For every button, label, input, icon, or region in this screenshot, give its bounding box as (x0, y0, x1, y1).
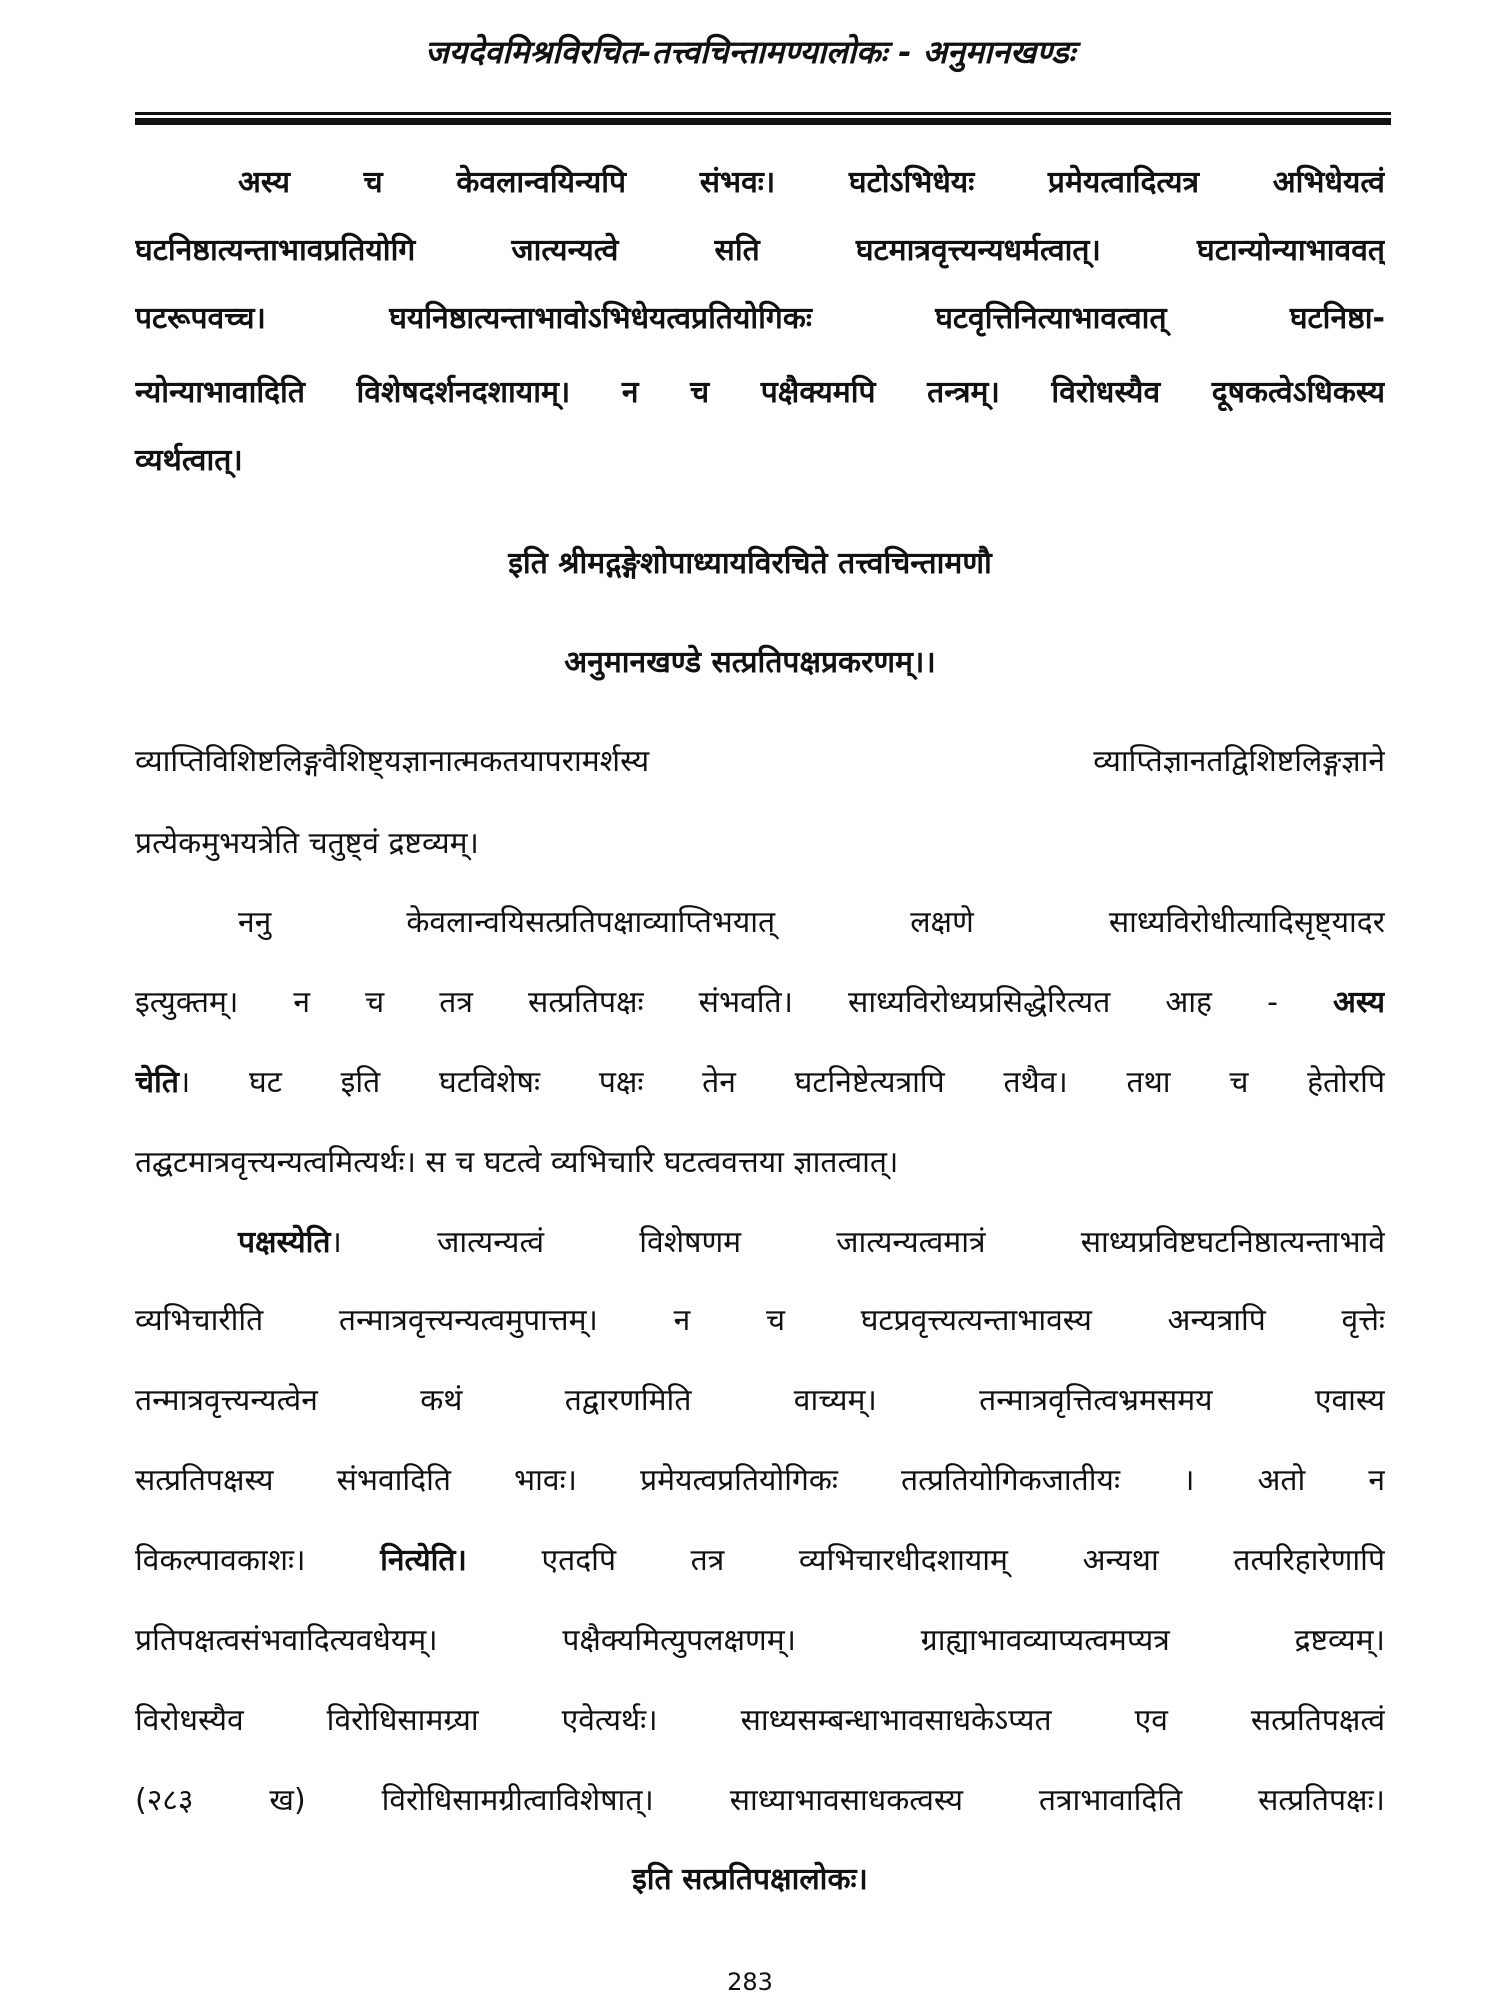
bold-text-segment: इति सत्प्रतिपक्षालोकः। (632, 1862, 868, 1897)
text-segment: विकल्पावकाशः। (135, 1543, 381, 1578)
text-segment: । घट इति घटविशेषः पक्षः तेन घटनिष्टेत्यत्रापि तथैव। तथा च हेतोरपि (178, 1065, 1385, 1100)
text-line (135, 158, 1385, 208)
running-header: जयदेवमिश्रविरचित-तत्त्वचिन्तामण्यालोकः - अनुमानखण्डः (425, 33, 1075, 71)
text-segment: प्रत्येकमुभयत्रेति चतुष्ट्वं द्रष्टव्यम्। (135, 826, 479, 861)
text-line (135, 1138, 1385, 1188)
text-segment: । जात्यन्यत्वं विशेषणम जात्यन्यत्वमात्रं साध्यप्रविष्टघटनिष्ठात्यन्ताभावे (330, 1225, 1385, 1260)
page-number: 283 (727, 1968, 773, 1996)
text-line (135, 978, 1385, 1028)
bold-text-segment: पक्षस्येति (238, 1225, 331, 1260)
text-line (135, 1696, 1385, 1746)
colophon-line (0, 1855, 1500, 1905)
text-line (135, 1616, 1385, 1666)
text-line (135, 1296, 1385, 1346)
text-segment: सत्प्रतिपक्षस्य संभवादिति भावः। प्रमेयत्वप्रतियोगिकः तत्प्रतियोगिकजातीयः । अतो न (135, 1463, 1385, 1498)
text-segment: एतदपि तत्र व्यभिचारधीदशायाम् अन्यथा तत्परिहारेणापि (466, 1543, 1385, 1578)
header-rule-thin (135, 112, 1391, 115)
text-segment: विरोधस्यैव विरोधिसामग्र्या एवेत्यर्थः। साध्यसम्बन्धाभावसाधकेऽप्यत एव सत्प्रतिपक्षत्वं (135, 1703, 1385, 1738)
text-line (135, 368, 1385, 418)
bold-text-segment: घटनिष्ठात्यन्ताभावप्रतियोगि जात्यन्यत्वे सति घटमात्रवृत्त्यन्यधर्मत्वात्। घटान्योन्याभाववत् (135, 233, 1385, 268)
text-line (135, 819, 1385, 869)
colophon-line (0, 638, 1500, 688)
bold-text-segment: चेति (135, 1065, 179, 1100)
bold-text-segment: नित्येति। (380, 1543, 467, 1578)
text-line (135, 1376, 1385, 1426)
bold-text-segment: न्योन्याभावादिति विशेषदर्शनदशायाम्। न च पक्षैक्यमपि तन्त्रम्। विरोधस्यैव दूषकत्वेऽधिकस्य (135, 375, 1385, 410)
bold-text-segment: इति श्रीमद्गङ्गेशोपाध्यायविरचिते तत्त्वचिन्तामणौ (508, 546, 992, 581)
header-rule-thick (135, 118, 1391, 125)
text-line (135, 1058, 1385, 1108)
bold-text-segment: अस्य (1333, 985, 1385, 1020)
text-line (135, 1776, 1385, 1826)
text-segment: इत्युक्तम्। न च तत्र सत्प्रतिपक्षः संभवति। साध्यविरोध्यप्रसिद्धेरित्यत आह - (135, 985, 1333, 1020)
text-segment: ननु केवलान्वयिसत्प्रतिपक्षाव्याप्तिभयात् लक्षणे साध्यविरोधीत्यादिसृष्ट्यादर (238, 905, 1385, 940)
text-segment: तद्घटमात्रवृत्त्यन्यत्वमित्यर्थः। स च घटत्वे व्यभिचारि घटत्ववत्तया ज्ञातत्वात्। (135, 1145, 899, 1180)
bold-text-segment: व्यर्थत्वात्। (135, 443, 243, 478)
text-segment: व्याप्तिविशिष्टलिङ्गवैशिष्ट्यज्ञानात्मकतयापरामर्शस्य व्याप्तिज्ञानतद्विशिष्टलिङ्गज्ञाने (135, 744, 1385, 779)
text-line (135, 1218, 1385, 1268)
bold-text-segment: अनुमानखण्डे सत्प्रतिपक्षप्रकरणम्।। (564, 645, 936, 680)
text-segment: (२८३ ख) विरोधिसामग्रीत्वाविशेषात्। साध्याभावसाधकत्वस्य तत्राभावादिति सत्प्रतिपक्षः। (135, 1783, 1385, 1818)
text-line (135, 226, 1385, 276)
text-line (135, 737, 1385, 787)
text-line (135, 1536, 1385, 1586)
text-line (135, 1456, 1385, 1506)
text-line (135, 436, 1385, 486)
text-line (135, 294, 1385, 344)
bold-text-segment: पटरूपवच्च। घयनिष्ठात्यन्ताभावोऽभिधेयत्वप्रतियोगिकः घटवृत्तिनित्याभावत्वात् घटनिष्ठा- (135, 301, 1385, 336)
text-segment: प्रतिपक्षत्वसंभवादित्यवधेयम्। पक्षैक्यमित्युपलक्षणम्। ग्राह्याभावव्याप्यत्वमप्यत्र द्रष्टव्यम्। (135, 1623, 1385, 1658)
text-segment: व्यभिचारीति तन्मात्रवृत्त्यन्यत्वमुपात्तम्। न च घटप्रवृत्त्यत्यन्ताभावस्य अन्यत्रापि वृत्तेः (135, 1303, 1385, 1338)
bold-text-segment: अस्य च केवलान्वयिन्यपि संभवः। घटोऽभिधेयः प्रमेयत्वादित्यत्र अभिधेयत्वं (238, 165, 1385, 200)
text-line (135, 898, 1385, 948)
text-segment: तन्मात्रवृत्त्यन्यत्वेन कथं तद्वारणमिति वाच्यम्। तन्मात्रवृत्तित्वभ्रमसमय एवास्य (135, 1383, 1385, 1418)
colophon-line (0, 539, 1500, 589)
